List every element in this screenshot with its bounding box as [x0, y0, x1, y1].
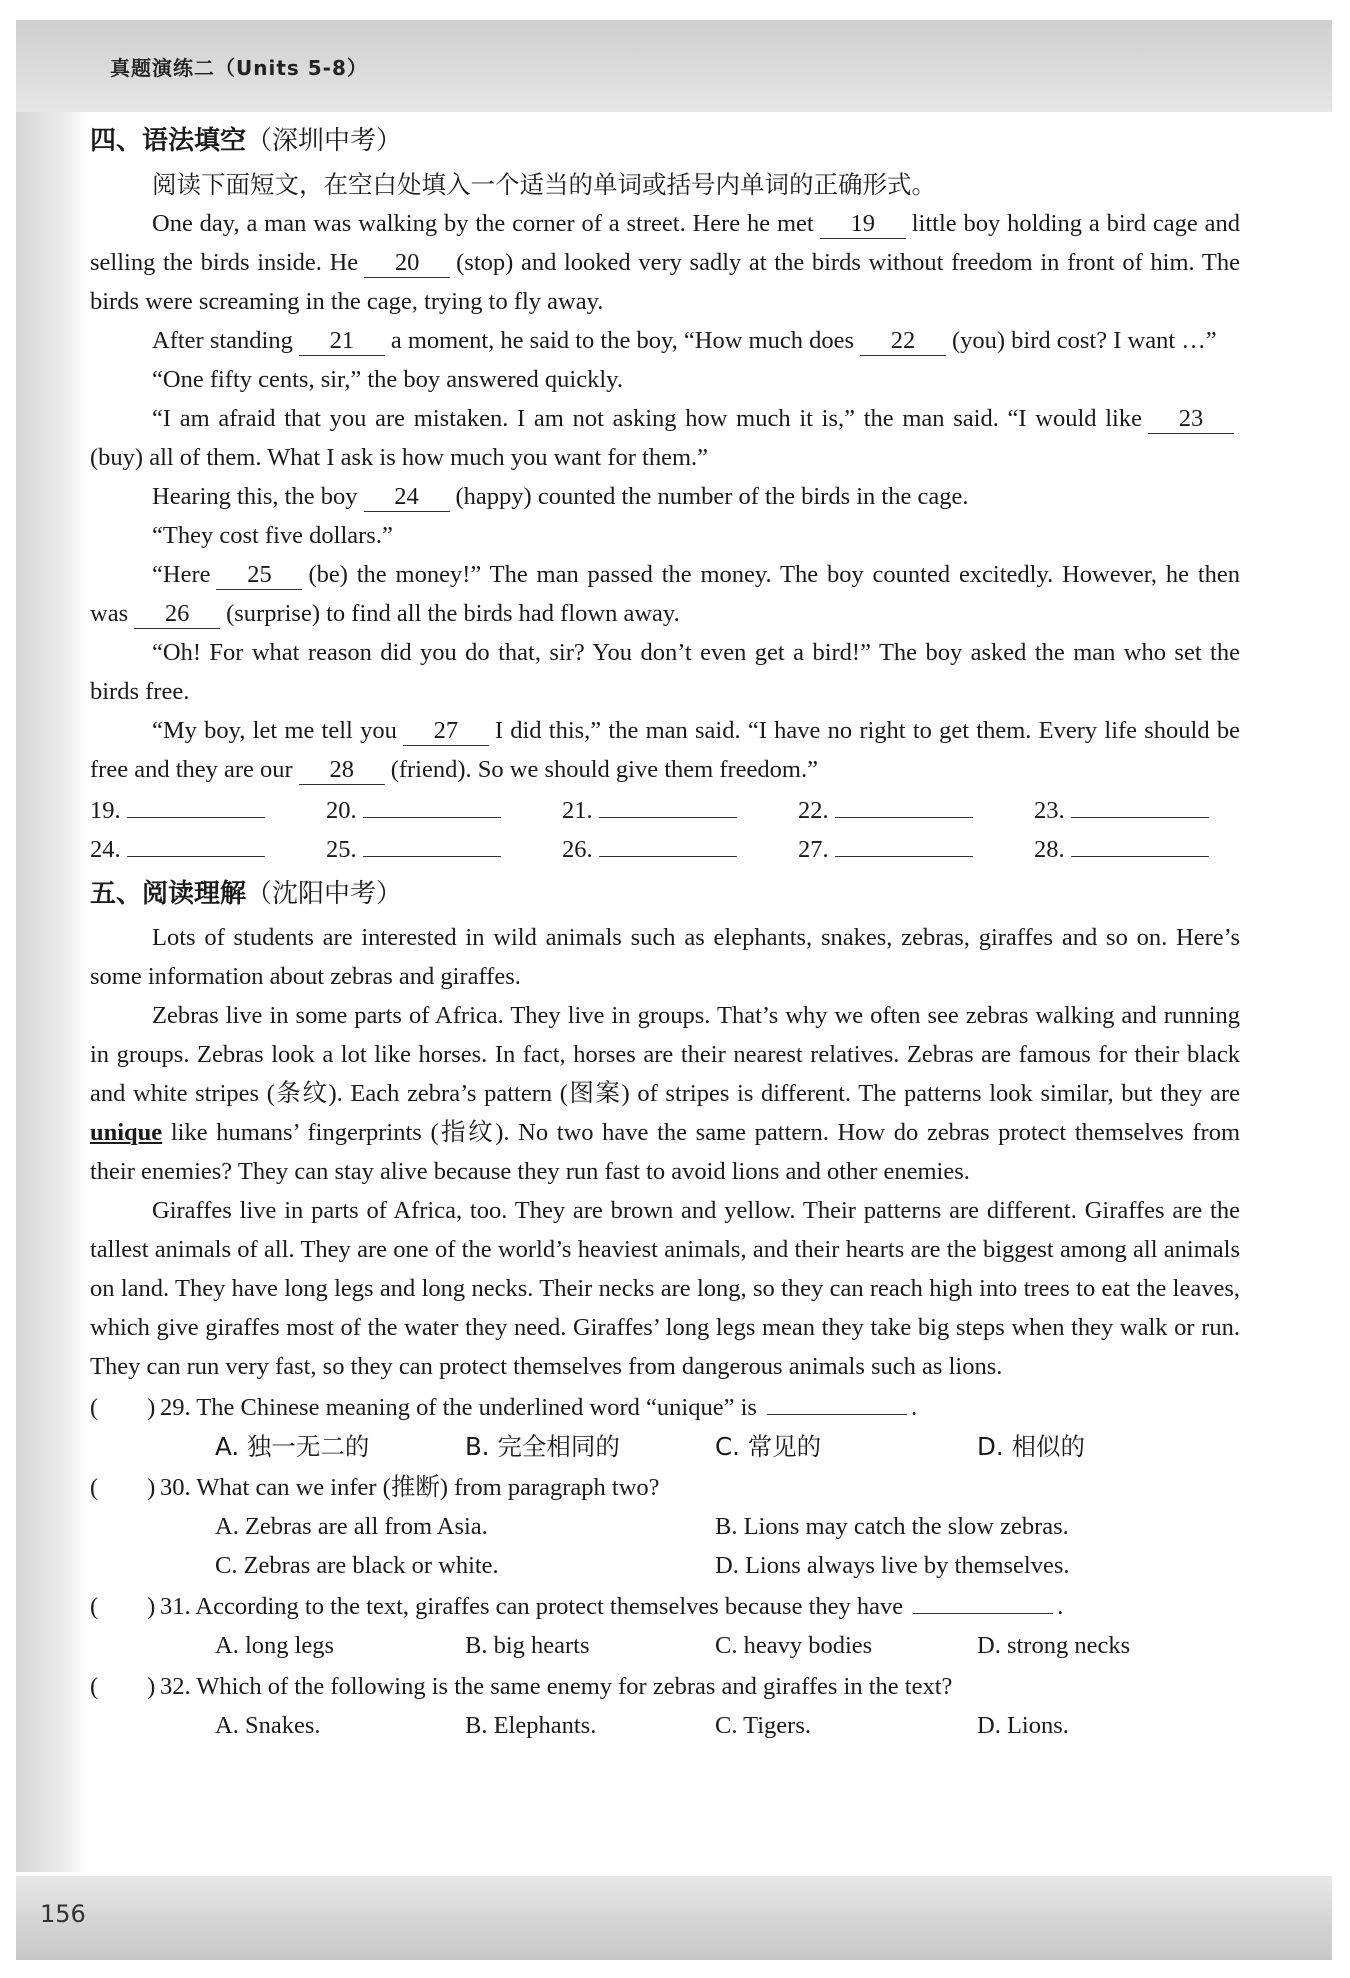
option-a[interactable]: A. Zebras are all from Asia.	[215, 1513, 488, 1540]
option-d[interactable]: D. Lions always live by themselves.	[715, 1552, 1070, 1579]
option-c[interactable]: C. Tigers.	[715, 1712, 812, 1739]
reading-paragraph: Giraffes live in parts of Africa, too. They are brown and yellow. Their patterns are different. Giraffes are the tallest animals of all. They are one of the world’s heaviest animals, and their hearts are the biggest among all animals on land. They have long legs and long necks. Their necks are long, so they can reach high into trees to eat the leaves, which give giraffes most of the water they need. Giraffes’ long legs mean they take big steps when they walk or run. They can run very fast, so they can protect themselves from dangerous animals such as lions.	[90, 1197, 1240, 1380]
options-30	[90, 1507, 1240, 1585]
question-30: ( ) 30. What can we infer (推断) from paragraph two?	[90, 1468, 1240, 1507]
section-4-instruction: 阅读下面短文，在空白处填入一个适当的单词或括号内单词的正确形式。	[152, 170, 936, 199]
blank-27[interactable]: 27	[403, 717, 489, 746]
passage-paragraph: After standing 21 a moment, he said to the boy, “How much does 22 (you) bird cost? I want …”	[152, 327, 1217, 354]
passage-paragraph: “Oh! For what reason did you do that, sir? You don’t even get a bird!” The boy asked the man who set the birds free.	[90, 639, 1240, 705]
option-d[interactable]: D. 相似的	[977, 1432, 1085, 1461]
passage-paragraph: Hearing this, the boy 24 (happy) counted the number of the birds in the cage.	[152, 483, 969, 510]
option-c[interactable]: C. Zebras are black or white.	[215, 1552, 499, 1579]
section-5-title: 五、阅读理解（沈阳中考）	[90, 879, 403, 909]
option-b[interactable]: B. 完全相同的	[465, 1432, 620, 1461]
passage-paragraph: “My boy, let me tell you 27 I did this,” the man said. “I have no right to get them. Every life should be free and they are our 28 (friend). So we should give them freedom.”	[90, 717, 1240, 783]
answer-item[interactable]: 23.	[1034, 791, 1270, 830]
answer-item[interactable]: 24.	[90, 830, 326, 869]
blank-23[interactable]: 23	[1148, 405, 1234, 434]
passage-paragraph: “They cost five dollars.”	[152, 522, 393, 549]
blank-22[interactable]: 22	[860, 327, 946, 356]
answer-item[interactable]: 28.	[1034, 830, 1270, 869]
answer-bracket[interactable]: ( )	[90, 1474, 156, 1501]
page-content	[90, 122, 1240, 1745]
passage-paragraph: One day, a man was walking by the corner of a street. Here he met 19 little boy holding a bird cage and selling the birds inside. He 20 (stop) and looked very sadly at the birds without freedom in front of him. The birds were screaming in the cage, trying to fly away.	[90, 210, 1241, 315]
option-a[interactable]: A. long legs	[215, 1632, 335, 1659]
option-c[interactable]: C. heavy bodies	[715, 1632, 873, 1659]
answer-blanks	[90, 791, 1240, 869]
blank-25[interactable]: 25	[216, 561, 302, 590]
answer-bracket[interactable]: ( )	[90, 1394, 156, 1421]
reading-paragraph: Zebras live in some parts of Africa. They live in groups. That’s why we often see zebras walking and running in groups. Zebras look a lot like horses. In fact, horses are their nearest relatives. Zebras are famous for their black and white stripes (条纹). Each zebra’s pattern (图案) of stripes is different. The patterns look similar, but they are unique like humans’ fingerprints (指纹). No two have the same pattern. How do zebras protect themselves from their enemies? They can stay alive because they run fast to avoid lions and other enemies.	[90, 1002, 1240, 1185]
question-29: ( ) 29. The Chinese meaning of the underlined word “unique” is .	[90, 1388, 1240, 1427]
options-31	[90, 1626, 1240, 1665]
options-29	[90, 1427, 1240, 1466]
question-32: ( ) 32. Which of the following is the same enemy for zebras and giraffes in the text?	[90, 1667, 1240, 1706]
answer-item[interactable]: 25.	[326, 830, 562, 869]
answer-item[interactable]: 19.	[90, 791, 326, 830]
question-31: ( ) 31. According to the text, giraffes can protect themselves because they have .	[90, 1587, 1240, 1626]
blank-19[interactable]: 19	[820, 210, 906, 239]
passage-paragraph: “One fifty cents, sir,” the boy answered quickly.	[152, 366, 623, 393]
option-b[interactable]: B. Lions may catch the slow zebras.	[715, 1513, 1069, 1540]
option-d[interactable]: D. Lions.	[977, 1712, 1069, 1739]
blank-26[interactable]: 26	[134, 600, 220, 629]
section-4-title: 四、语法填空（深圳中考）	[90, 126, 403, 156]
options-32	[90, 1706, 1240, 1745]
option-b[interactable]: B. Elephants.	[465, 1712, 597, 1739]
answer-item[interactable]: 27.	[798, 830, 1034, 869]
reading-paragraph: Lots of students are interested in wild animals such as elephants, snakes, zebras, giraffes and so on. Here’s some information about zebras and giraffes.	[90, 924, 1240, 990]
left-margin-shade	[16, 112, 88, 1872]
header-title: 真题演练二（Units 5-8）	[110, 56, 368, 80]
option-d[interactable]: D. strong necks	[977, 1632, 1131, 1659]
passage-paragraph: “I am afraid that you are mistaken. I am not asking how much it is,” the man said. “I would like 23(buy) all of them. What I ask is how much you want for them.”	[90, 399, 1240, 477]
answer-item[interactable]: 20.	[326, 791, 562, 830]
page-number: 156	[40, 1900, 86, 1928]
answer-item[interactable]: 21.	[562, 791, 798, 830]
answer-item[interactable]: 22.	[798, 791, 1034, 830]
answer-item[interactable]: 26.	[562, 830, 798, 869]
answer-bracket[interactable]: ( )	[90, 1593, 156, 1620]
blank-20[interactable]: 20	[364, 249, 450, 278]
option-a[interactable]: A. 独一无二的	[215, 1432, 370, 1461]
blank-24[interactable]: 24	[364, 483, 450, 512]
blank-21[interactable]: 21	[299, 327, 385, 356]
option-a[interactable]: A. Snakes.	[215, 1712, 321, 1739]
option-b[interactable]: B. big hearts	[465, 1632, 590, 1659]
option-c[interactable]: C. 常见的	[715, 1432, 822, 1461]
footer-band	[16, 1876, 1332, 1960]
underlined-word-unique: unique	[90, 1119, 163, 1146]
answer-bracket[interactable]: ( )	[90, 1673, 156, 1700]
blank-28[interactable]: 28	[299, 756, 385, 785]
passage-paragraph: “Here 25 (be) the money!” The man passed the money. The boy counted excitedly. However, he then was 26 (surprise) to find all the birds had flown away.	[90, 561, 1240, 627]
